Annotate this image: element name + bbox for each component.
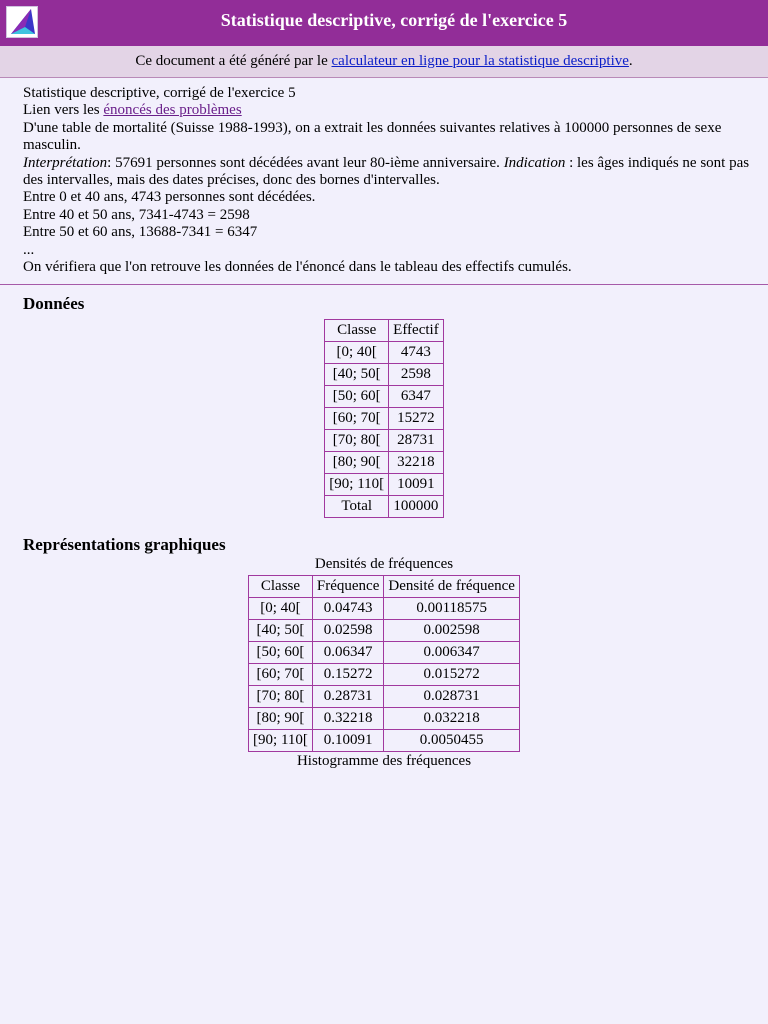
intro-paragraph: D'une table de mortalité (Suisse 1988-1993), on a extrait les données suivantes relatives à 100000 personnes de sexe masculin. [23, 119, 722, 154]
table-cell: [0; 40[ [249, 598, 313, 620]
table-cell: 0.015272 [384, 664, 520, 686]
table-cell: 6347 [389, 386, 444, 408]
table-cell: 4743 [389, 342, 444, 364]
table-cell: 0.10091 [312, 730, 383, 752]
table-cell: [60; 70[ [325, 408, 389, 430]
intro-line-1: Entre 0 et 40 ans, 4743 personnes sont décédées. [23, 189, 316, 206]
table-cell: 0.032218 [384, 708, 520, 730]
table-row [325, 474, 443, 496]
calculator-link[interactable]: calculateur en ligne pour la statistique descriptive [331, 53, 629, 69]
intro-title: Statistique descriptive, corrigé de l'exercice 5 [23, 85, 296, 101]
table-row [325, 452, 443, 474]
table-row [249, 708, 520, 730]
intro-line-2: Entre 40 et 50 ans, 7341-4743 = 2598 [23, 206, 250, 223]
column-header: Effectif [389, 320, 444, 342]
table-row [325, 408, 443, 430]
intro-line-4: On vérifiera que l'on retrouve les données de l'énoncé dans le tableau des effectifs cumulés. [23, 259, 572, 276]
page-title: Statistique descriptive, corrigé de l'exercice 5 [220, 10, 568, 30]
table-cell: Total [325, 496, 389, 518]
table-cell: 0.04743 [312, 598, 383, 620]
table-cell: [0; 40[ [325, 342, 389, 364]
table-row [325, 496, 443, 518]
table-cell: [90; 110[ [325, 474, 389, 496]
column-header: Classe [249, 576, 313, 598]
table-cell: [40; 50[ [249, 620, 313, 642]
table-row [325, 364, 443, 386]
table-cell: [80; 90[ [249, 708, 313, 730]
table-cell: 0.28731 [312, 686, 383, 708]
banner-suffix: . [628, 53, 633, 69]
table-cell: 15272 [389, 408, 444, 430]
representations-heading: Représentations graphiques [23, 535, 226, 555]
densites-caption: Densités de fréquences [314, 556, 454, 573]
column-header: Classe [325, 320, 389, 342]
table-cell: 0.32218 [312, 708, 383, 730]
problems-link[interactable]: énoncés des problèmes [103, 102, 242, 119]
table-header-row [249, 576, 520, 598]
table-cell: [80; 90[ [325, 452, 389, 474]
table-row [249, 664, 520, 686]
intro-line-3: Entre 50 et 60 ans, 13688-7341 = 6347 [23, 224, 258, 241]
page-header [0, 0, 768, 46]
interpretation-label: Interprétation [23, 154, 108, 171]
indication-text: : les âges indiqués ne sont pas des intervalles, mais des dates précises, donc des bornes d'intervalles. [23, 154, 750, 189]
table-row [325, 342, 443, 364]
banner-prefix: Ce document a été généré par le [135, 53, 332, 69]
triangle-logo-icon[interactable] [6, 6, 38, 38]
table-row [325, 386, 443, 408]
table-row [249, 642, 520, 664]
indication-label: Indication [503, 154, 566, 171]
donnees-heading: Données [23, 294, 85, 314]
table-cell: [70; 80[ [325, 430, 389, 452]
generator-banner [0, 46, 768, 78]
table-cell: 0.00118575 [384, 598, 520, 620]
table-row [249, 620, 520, 642]
table-cell: 0.006347 [384, 642, 520, 664]
histogram-caption: Histogramme des fréquences [296, 753, 472, 770]
donnees-table [324, 319, 443, 518]
table-cell: [50; 60[ [249, 642, 313, 664]
table-cell: [90; 110[ [249, 730, 313, 752]
table-row [249, 598, 520, 620]
table-row [249, 730, 520, 752]
interpretation-paragraph [23, 155, 752, 190]
table-cell: 2598 [389, 364, 444, 386]
table-cell: 28731 [389, 430, 444, 452]
table-cell: [40; 50[ [325, 364, 389, 386]
table-cell: 32218 [389, 452, 444, 474]
link-prefix: Lien vers les [23, 102, 104, 119]
table-row [249, 686, 520, 708]
table-header-row [325, 320, 443, 342]
table-cell: [60; 70[ [249, 664, 313, 686]
problems-link-line [23, 102, 752, 119]
column-header: Densité de fréquence [384, 576, 520, 598]
interpretation-text: : 57691 personnes sont décédées avant leur 80-ième anniversaire. [107, 154, 504, 171]
table-cell: 100000 [389, 496, 444, 518]
table-cell: 0.15272 [312, 664, 383, 686]
frequences-table [248, 575, 520, 752]
table-cell: 0.0050455 [384, 730, 520, 752]
column-header: Fréquence [312, 576, 383, 598]
table-cell: 0.028731 [384, 686, 520, 708]
table-cell: 10091 [389, 474, 444, 496]
table-cell: 0.06347 [312, 642, 383, 664]
table-cell: 0.02598 [312, 620, 383, 642]
intro-text [0, 78, 768, 284]
table-row [325, 430, 443, 452]
table-cell: [70; 80[ [249, 686, 313, 708]
intro-ellipsis: ... [23, 241, 35, 258]
table-cell: 0.002598 [384, 620, 520, 642]
table-cell: [50; 60[ [325, 386, 389, 408]
